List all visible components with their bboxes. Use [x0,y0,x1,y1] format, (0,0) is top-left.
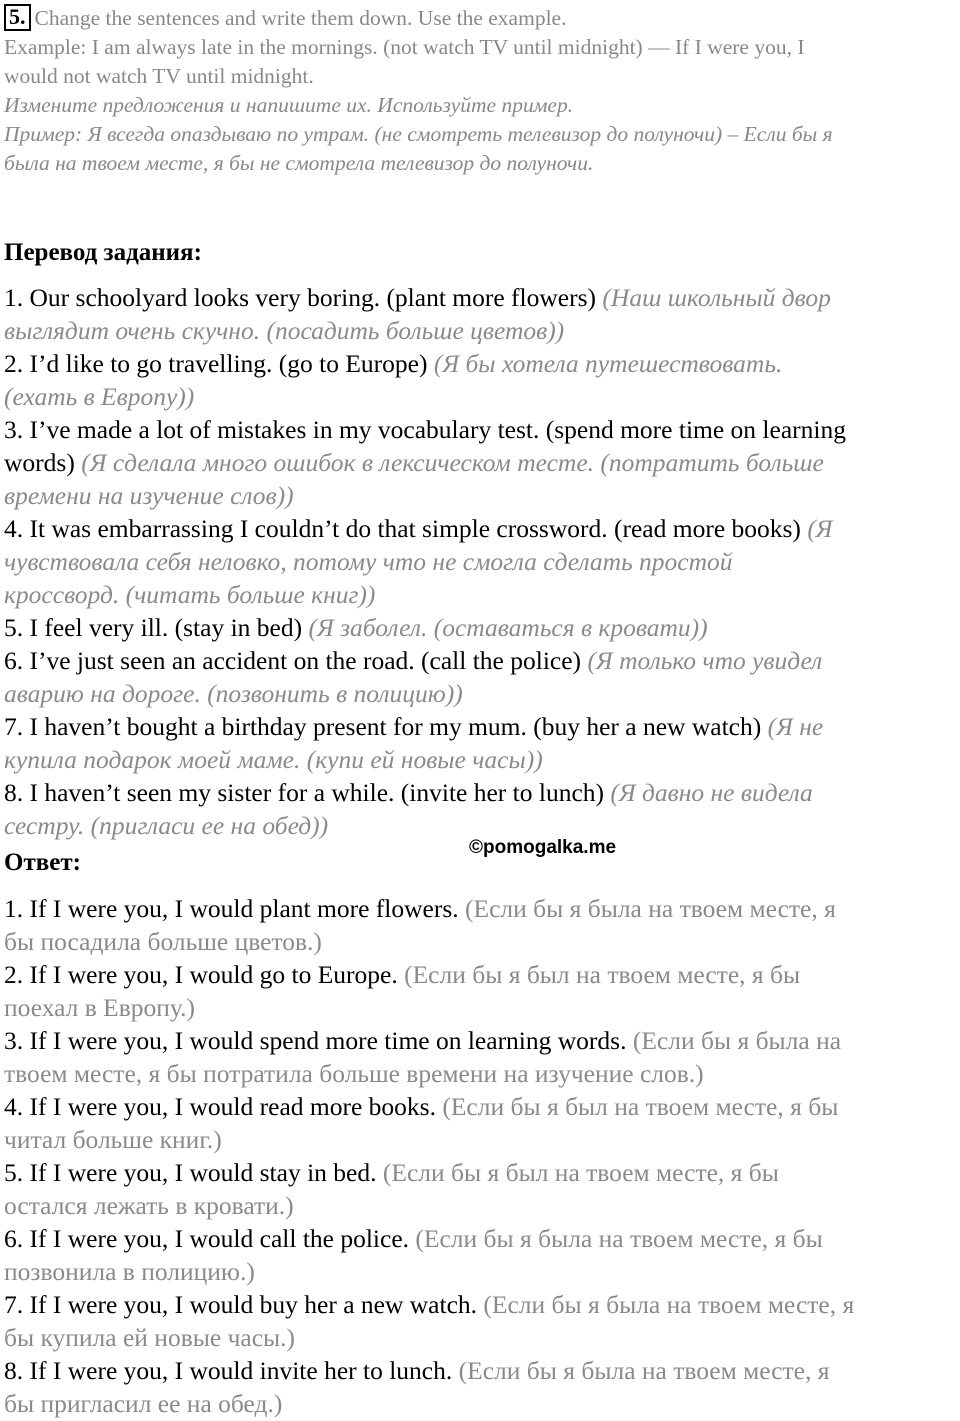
example-ru-line-1: Пример: Я всегда опаздываю по утрам. (не смотреть телевизор до полуночи) – Если бы я [4,122,833,146]
answer-line-en: 6. If I were you, I would call the police. [4,1224,416,1253]
answer-line [4,991,956,1024]
translation-line-ru: (Я сделала много ошибок в лексическом тесте. (потратить больше [81,448,824,477]
translation-line [4,743,956,776]
answer-line [4,892,956,925]
answer-line-ru: (Если бы я была на твоем месте, я [483,1290,855,1319]
answer-list [4,892,956,1420]
answer-line-ru: читал больше книг.) [4,1125,222,1154]
answer-line [4,1354,956,1387]
translation-line-ru: (Я бы хотела путешествовать. [433,349,783,378]
answer-line-ru: позвонила в полицию.) [4,1257,255,1286]
answer-line-ru: (Если бы я была на твоем месте, я [465,894,836,923]
answer-line-en: 2. If I were you, I would go to Europe. [4,960,405,989]
answer-line-ru: твоем месте, я бы потратила больше времени на изучение слов.) [4,1059,704,1088]
translation-line-ru: (Наш школьный двор [602,283,831,312]
translation-line [4,644,956,677]
translation-line [4,413,956,446]
translation-line-en: 8. I haven’t seen my sister for a while. (invite her to lunch) [4,778,611,807]
answer-line-ru: бы купила ей новые часы.) [4,1323,296,1352]
translation-line-en: 2. I’d like to go travelling. (go to Europe) [4,349,434,378]
answer-line [4,1024,956,1057]
answer-line [4,1123,956,1156]
answer-line-en: 4. If I were you, I would read more books. [4,1092,443,1121]
answer-line-en: 7. If I were you, I would buy her a new watch. [4,1290,484,1319]
translation-line-en: 4. It was embarrassing I couldn’t do that simple crossword. (read more books) [4,514,808,543]
translation-line-ru: (Я заболел. (оставаться в кровати)) [308,613,708,642]
answer-heading: Ответ: [4,849,81,876]
translation-line-ru: (Я только что увидел [587,646,823,675]
translation-heading: Перевод задания: [4,239,202,266]
answer-line-ru: поехал в Европу.) [4,993,195,1022]
translation-line-en: 7. I haven’t bought a birthday present for my mum. (buy her a new watch) [4,712,768,741]
task-instruction-ru: Измените предложения и напишите их. Используйте пример. [4,93,574,117]
answer-line-ru: остался лежать в кровати.) [4,1191,294,1220]
answer-line-en: 5. If I were you, I would stay in bed. [4,1158,383,1187]
translation-line [4,281,956,314]
translation-line-ru: (Я не [767,712,824,741]
answer-line [4,1090,956,1123]
answer-line-en: 8. If I were you, I would invite her to lunch. [4,1356,459,1385]
answer-line [4,1222,956,1255]
translation-line-en: words) [4,448,82,477]
translation-line-en: 3. I’ve made a lot of mistakes in my vocabulary test. (spend more time on learning [4,415,846,444]
translation-line [4,512,956,545]
answer-line-en: 3. If I were you, I would spend more time on learning words. [4,1026,633,1055]
answer-line-ru: (Если бы я была на [632,1026,842,1055]
translation-line-ru: чувствовала себя неловко, потому что не смогла сделать простой [4,547,733,576]
translation-line-en: 5. I feel very ill. (stay in bed) [4,613,309,642]
answer-line [4,1057,956,1090]
translation-line-ru: купила подарок моей маме. (купи ей новые часы)) [4,745,543,774]
answer-line [4,1156,956,1189]
translation-line-ru: аварию на дороге. (позвонить в полицию)) [4,679,463,708]
translation-line [4,776,956,809]
answer-line-ru: (Если бы я был на твоем месте, я бы [382,1158,779,1187]
translation-line-ru: (Я давно не видела [610,778,813,807]
answer-line-ru: (Если бы я была на твоем месте, я [458,1356,830,1385]
translation-line [4,479,956,512]
answer-line [4,925,956,958]
translation-line [4,578,956,611]
translation-line [4,611,956,644]
example-en-line-2: would not watch TV until midnight. [4,64,314,88]
answer-line-ru: (Если бы я был на твоем месте, я бы [442,1092,839,1121]
answer-line [4,1387,956,1420]
translation-line-en: 6. I’ve just seen an accident on the road. (call the police) [4,646,588,675]
answer-line-ru: (Если бы я была на твоем месте, я бы [415,1224,823,1253]
answer-line [4,1288,956,1321]
translation-line [4,380,956,413]
translation-line [4,314,956,347]
task-header [4,4,956,178]
translation-line [4,710,956,743]
answer-line [4,1255,956,1288]
example-en-line-1: Example: I am always late in the mornings. (not watch TV until midnight) — If I were you, I [4,35,805,59]
task-instruction-line [4,4,956,33]
translation-line-ru: выглядит очень скучно. (посадить больше цветов)) [4,316,565,345]
watermark: ©pomogalka.me [469,837,617,858]
answer-line [4,1321,956,1354]
task-instruction-en: Change the sentences and write them down. Use the example. [34,6,567,30]
translation-line-ru: (ехать в Европу)) [4,382,195,411]
translation-line-ru: времени на изучение слов)) [4,481,294,510]
translation-line-en: 1. Our schoolyard looks very boring. (plant more flowers) [4,283,603,312]
answer-line-en: 1. If I were you, I would plant more flowers. [4,894,465,923]
answer-line [4,958,956,991]
translation-line [4,446,956,479]
translation-line-ru: сестру. (пригласи ее на обед)) [4,811,329,840]
task-number-badge: 5. [4,4,31,31]
translation-line-ru: кроссворд. (читать больше книг)) [4,580,376,609]
translation-line [4,347,956,380]
translation-line-ru: (Я [807,514,833,543]
translation-list [4,281,956,842]
answer-line-ru: бы посадила больше цветов.) [4,927,322,956]
answer-line-ru: (Если бы я был на твоем месте, я бы [404,960,801,989]
translation-line [4,677,956,710]
example-ru-line-2: была на твоем месте, я бы не смотрела телевизор до полуночи. [4,151,594,175]
answer-line-ru: бы пригласил ее на обед.) [4,1389,283,1418]
answer-line [4,1189,956,1222]
translation-line [4,545,956,578]
